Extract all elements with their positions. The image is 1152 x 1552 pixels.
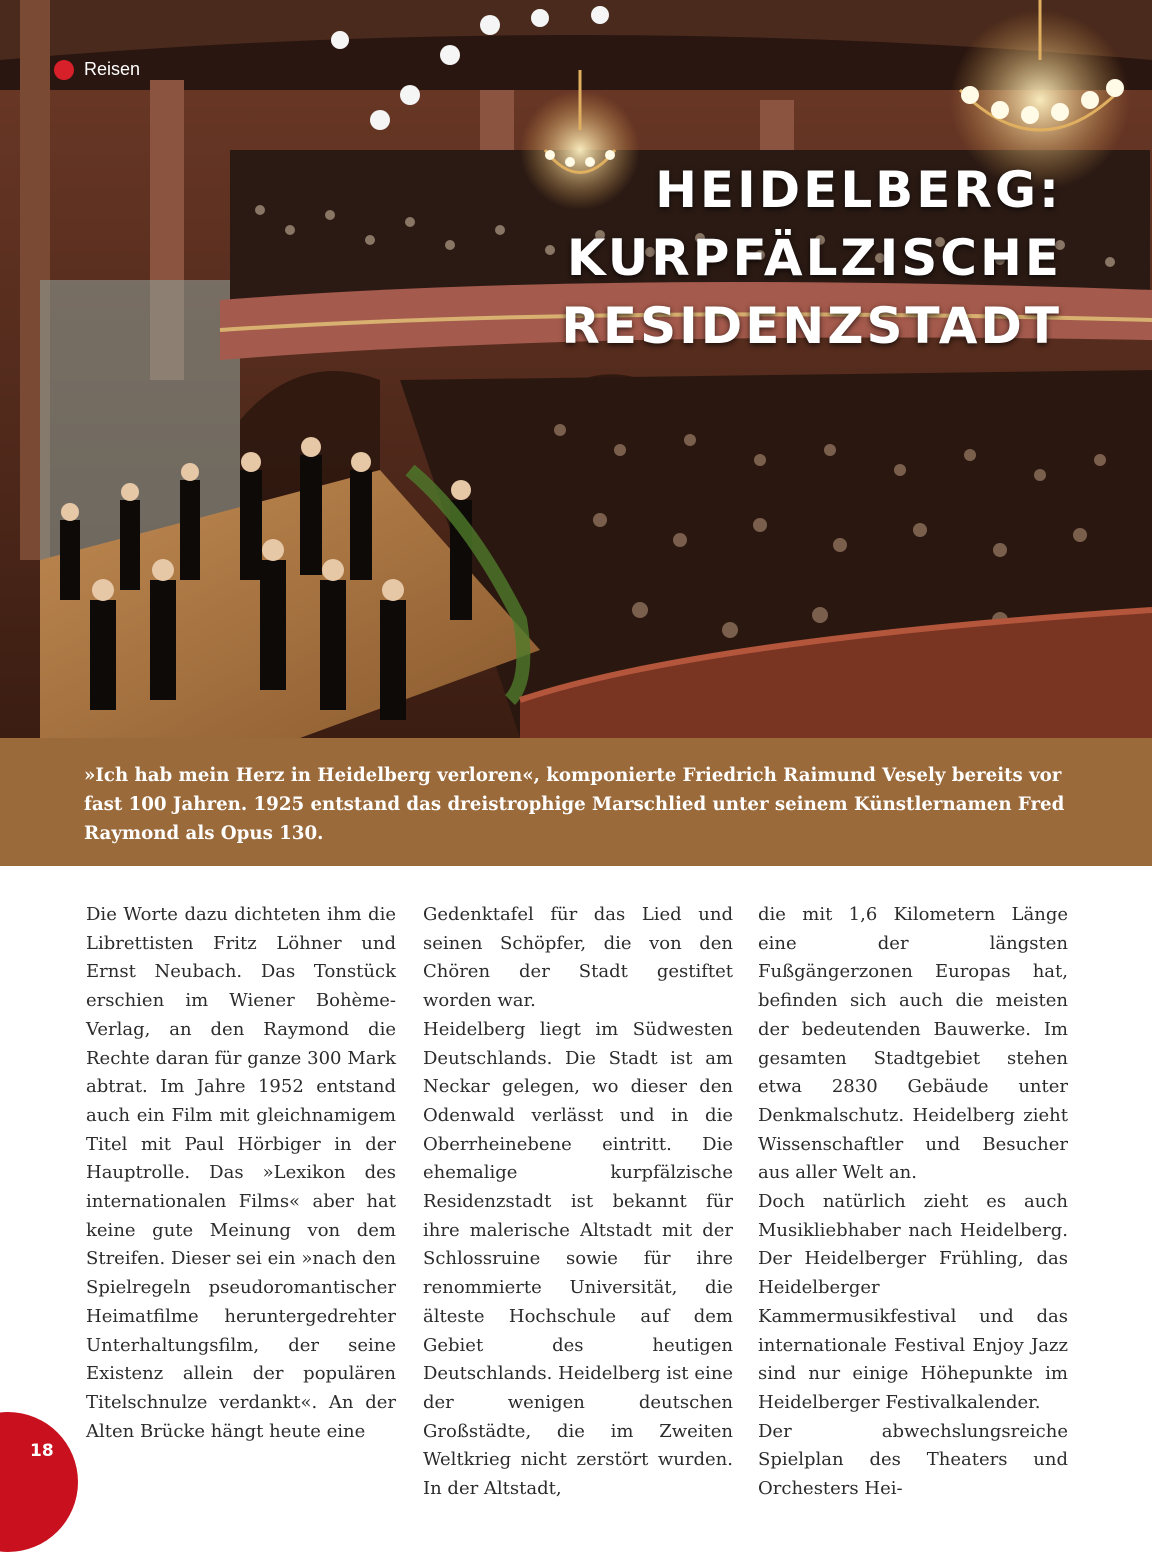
- col1-paragraph: Die Worte dazu dichteten ihm die Librettisten Fritz Löhner und Ernst Neubach. Das Tonstück erschien im Wiener Bohème-Verlag, an den Raymond die Rechte daran für ganze 300 Mark abtrat. Im Jahre 1952 entstand auch ein Film mit gleichnamigem Titel mit Paul Hörbiger in der Hauptrolle. Das »Lexikon des internationalen Films« aber hat keine gute Meinung von dem Streifen. Dieser sei ein »nach den Spielregeln pseudoromantischer Heimatfilme heruntergedrehter Unterhaltungsfilm, der seine Existenz allein der populären Titelschnulze verdankt«. An der Alten Brücke hängt heute eine: [86, 904, 396, 1442]
- section-label-text: Reisen: [84, 59, 141, 79]
- col2-paragraph-2: Heidelberg liegt im Südwesten Deutschlands. Die Stadt ist am Neckar gelegen, wo dieser den Odenwald verlässt und in die Oberrheinebene eintritt. Die ehemalige kurpfälzische Residenzstadt ist bekannt für ihre malerische Altstadt mit der Schlossruine sowie für ihre renommierte Universität, die älteste Hochschule auf dem Gebiet des heutigen Deutschlands. Heidelberg ist eine der wenigen deutschen Großstädte, die im Zweiten Weltkrieg nicht zerstört wurden. In der Altstadt,: [423, 1018, 733, 1500]
- page-number-badge: [0, 1412, 78, 1552]
- headline-line-3: RESIDENZSTADT: [561, 297, 1062, 355]
- lead-band: [0, 738, 1152, 866]
- concert-hall-illustration: [0, 0, 1152, 738]
- section-dot-icon: [54, 60, 74, 80]
- headline-line-2: KURPFÄLZISCHE: [566, 229, 1062, 287]
- body-column-2: [423, 901, 733, 1504]
- hero-photo: [0, 0, 1152, 738]
- col2-paragraph-1: Gedenktafel für das Lied und seinen Schöpfer, die von den Chören der Stadt gestiftet worden war.: [423, 904, 733, 1012]
- page-number: 18: [30, 1441, 54, 1461]
- col3-paragraph-2: Doch natürlich zieht es auch Musikliebhaber nach Heidelberg. Der Heidelberger Frühling, das Heidelberger Kammermusikfestival und das internationale Festival Enjoy Jazz sind nur einige Höhepunkte im Heidelberger Festivalkalender.: [758, 1191, 1068, 1413]
- section-label: [54, 59, 140, 80]
- body-column-1: [86, 901, 396, 1446]
- col3-paragraph-3: Der abwechslungsreiche Spielplan des Theaters und Orchesters Hei-: [758, 1420, 1068, 1500]
- headline-line-1: HEIDELBERG:: [655, 161, 1062, 219]
- article-headline: [561, 156, 1062, 360]
- lead-text: »Ich hab mein Herz in Heidelberg verloren«, komponierte Friedrich Raimund Vesely bereits vor fast 100 Jahren. 1925 entstand das dreistrophige Marschlied unter seinem Künstlernamen Fred Raymond als Opus 130.: [84, 765, 1065, 844]
- body-column-3: [758, 901, 1068, 1504]
- col3-paragraph-1: die mit 1,6 Kilometern Länge eine der längsten Fußgängerzonen Europas hat, befinden sich auch die meisten der bedeutenden Bauwerke. Im gesamten Stadtgebiet stehen etwa 2830 Gebäude unter Denkmalschutz. Heidelberg zieht Wissenschaftler und Besucher aus aller Welt an.: [758, 904, 1068, 1184]
